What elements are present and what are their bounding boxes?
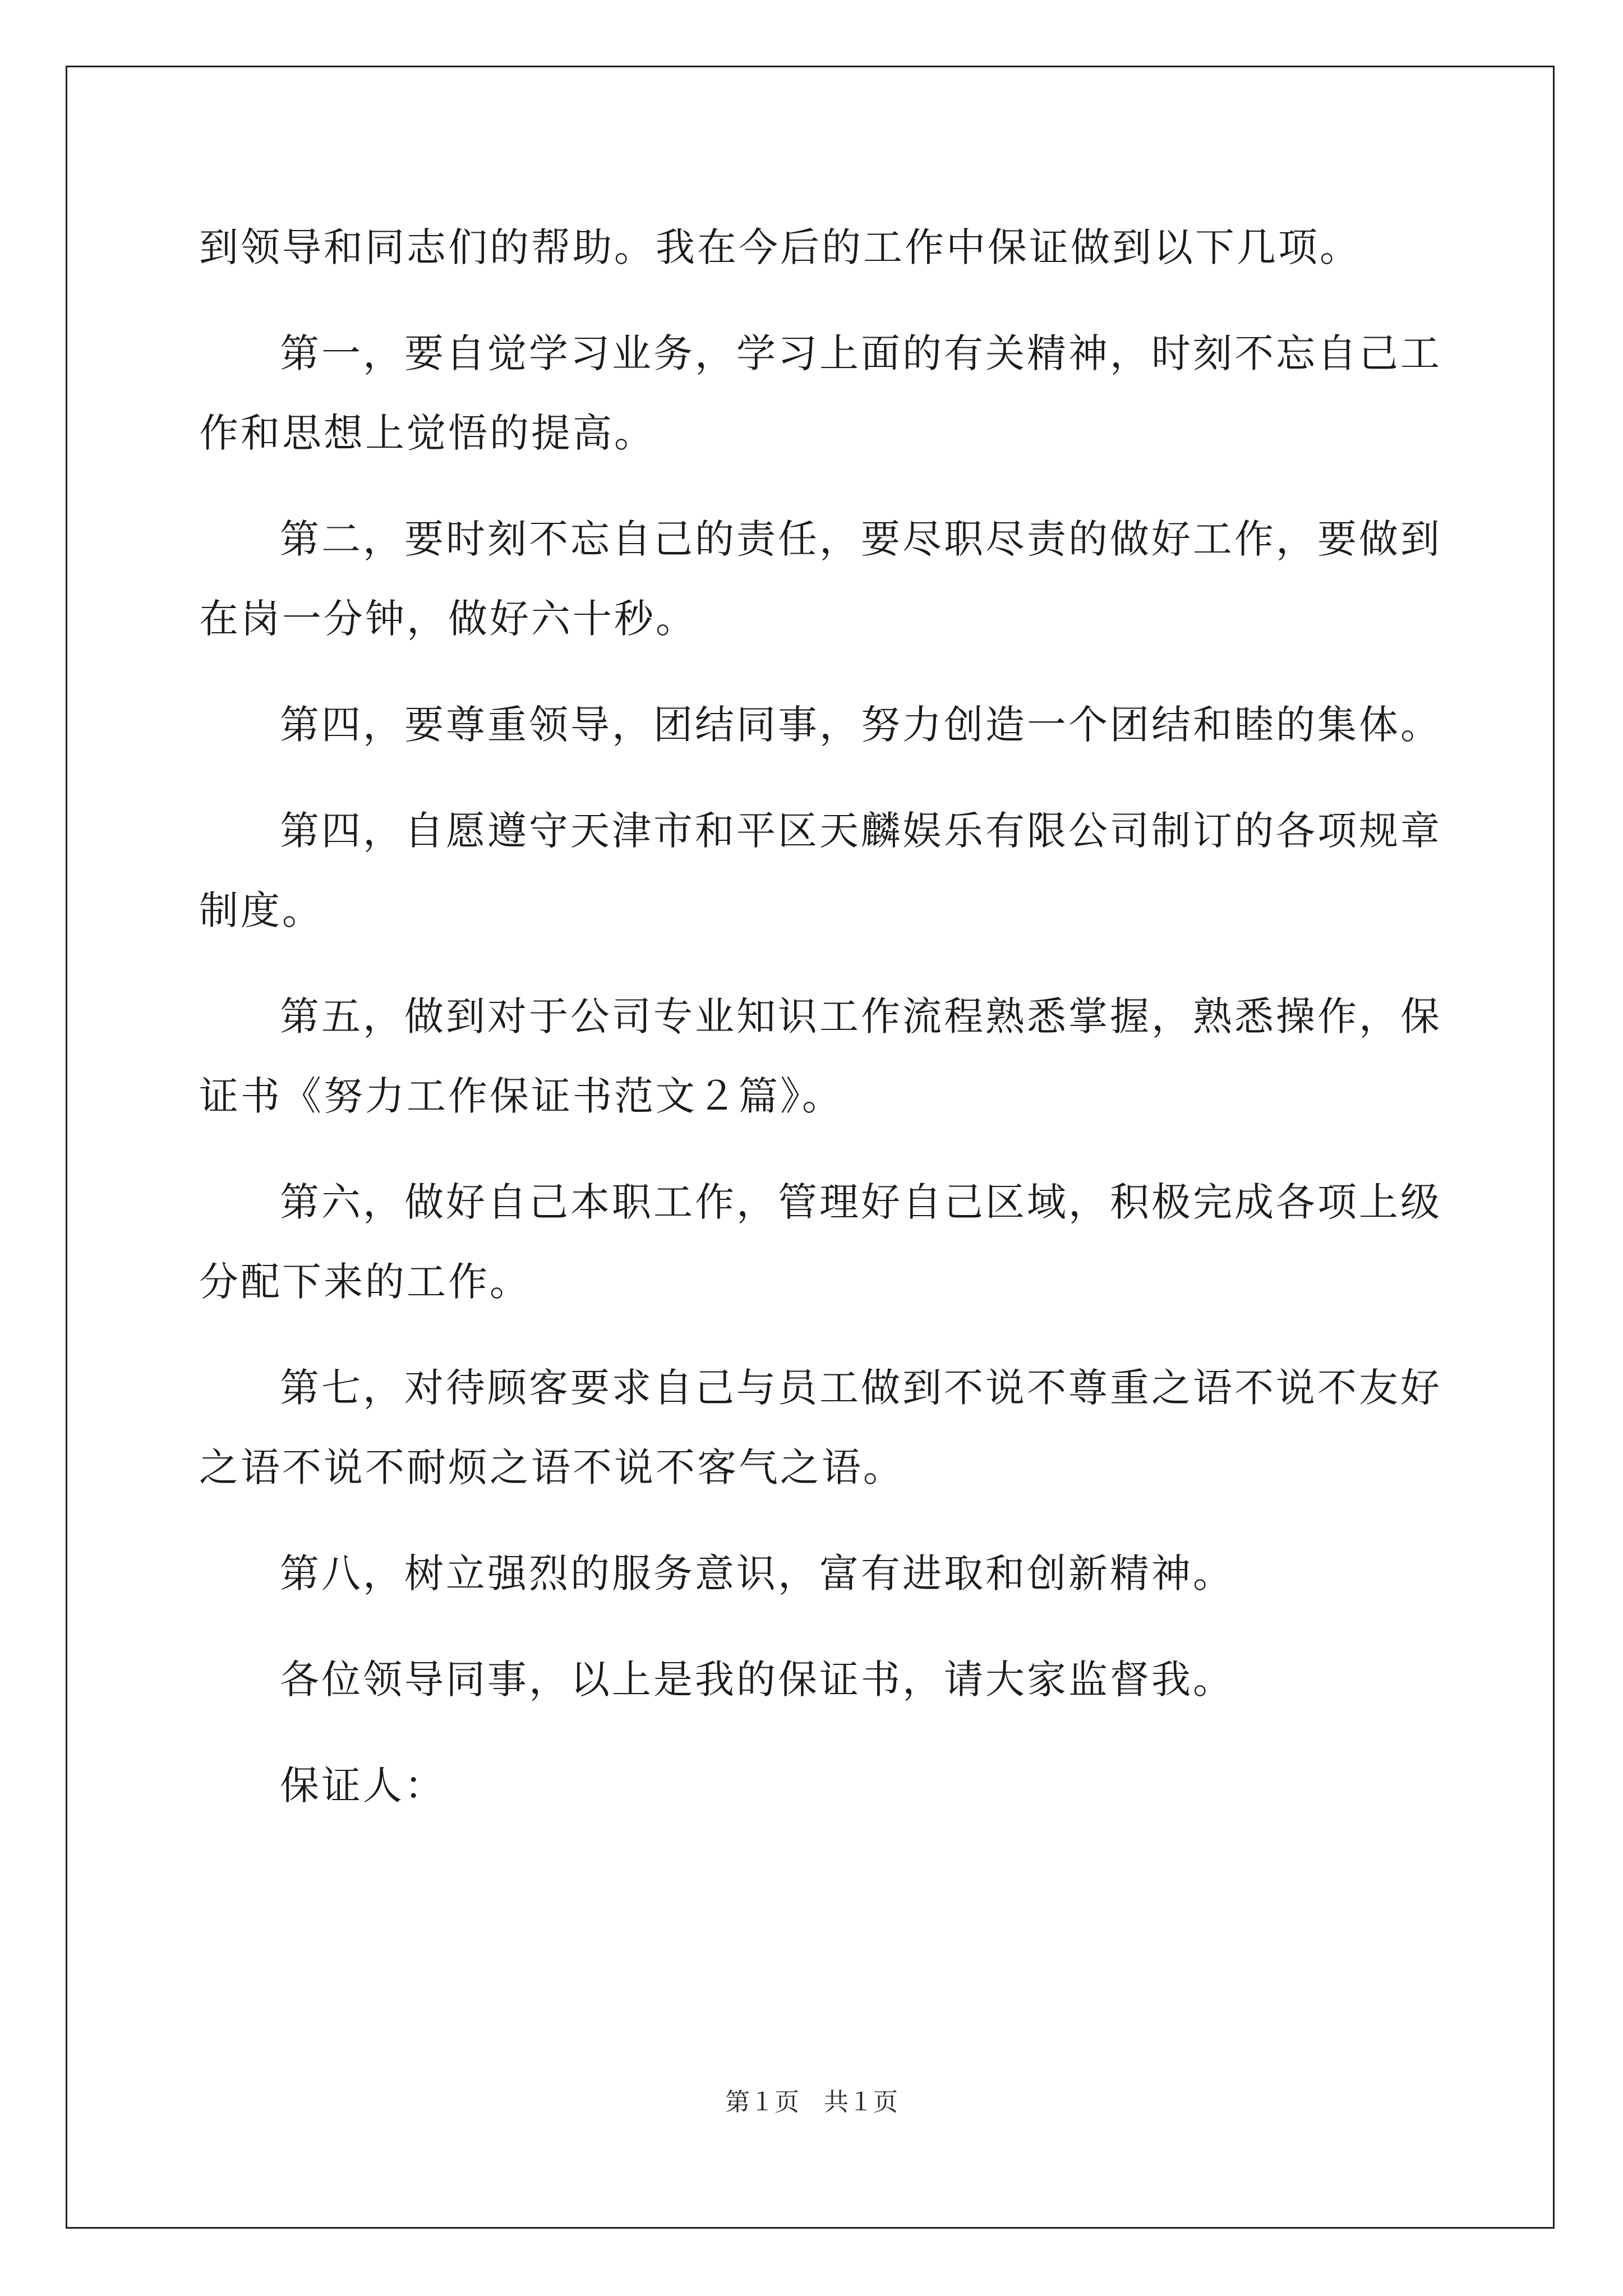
document-body — [199, 208, 1442, 1825]
paragraph-item-5: 第五，做到对于公司专业知识工作流程熟悉掌握，熟悉操作，保 — [280, 993, 1442, 1039]
closing-paragraph: 各位领导同事，以上是我的保证书，请大家监督我。 — [280, 1657, 1234, 1703]
body-line: 在岗一分钟，做好六十秒。 — [199, 596, 697, 642]
body-line: 作和思想上觉悟的提高。 — [199, 410, 656, 456]
paragraph-item-3: 第四，要尊重领导，团结同事，努力创造一个团结和睦的集体。 — [280, 702, 1442, 748]
body-line: 证书《努力工作保证书范文２篇》。 — [199, 1073, 843, 1119]
paragraph-item-4: 第四，自愿遵守天津市和平区天麟娱乐有限公司制订的各项规章 — [280, 808, 1442, 854]
signature-label: 保证人： — [280, 1763, 446, 1809]
paragraph-item-7: 第七，对待顾客要求自己与员工做到不说不尊重之语不说不友好 — [280, 1365, 1442, 1411]
body-line: 分配下来的工作。 — [199, 1259, 531, 1305]
paragraph-item-8: 第八，树立强烈的服务意识，富有进取和创新精神。 — [280, 1550, 1234, 1596]
body-line: 制度。 — [199, 887, 324, 933]
paragraph-item-6: 第六，做好自己本职工作，管理好自己区域，积极完成各项上级 — [280, 1179, 1442, 1225]
body-line: 到领导和同志们的帮助。我在今后的工作中保证做到以下几项。 — [199, 224, 1361, 270]
paragraph-item-2: 第二，要时刻不忘自己的责任，要尽职尽责的做好工作，要做到 — [280, 516, 1442, 562]
body-line: 之语不说不耐烦之语不说不客气之语。 — [199, 1444, 905, 1490]
page-footer: 第１页 共１页 — [725, 2088, 898, 2116]
paragraph-item-1: 第一，要自觉学习业务，学习上面的有关精神，时刻不忘自己工 — [280, 330, 1442, 376]
